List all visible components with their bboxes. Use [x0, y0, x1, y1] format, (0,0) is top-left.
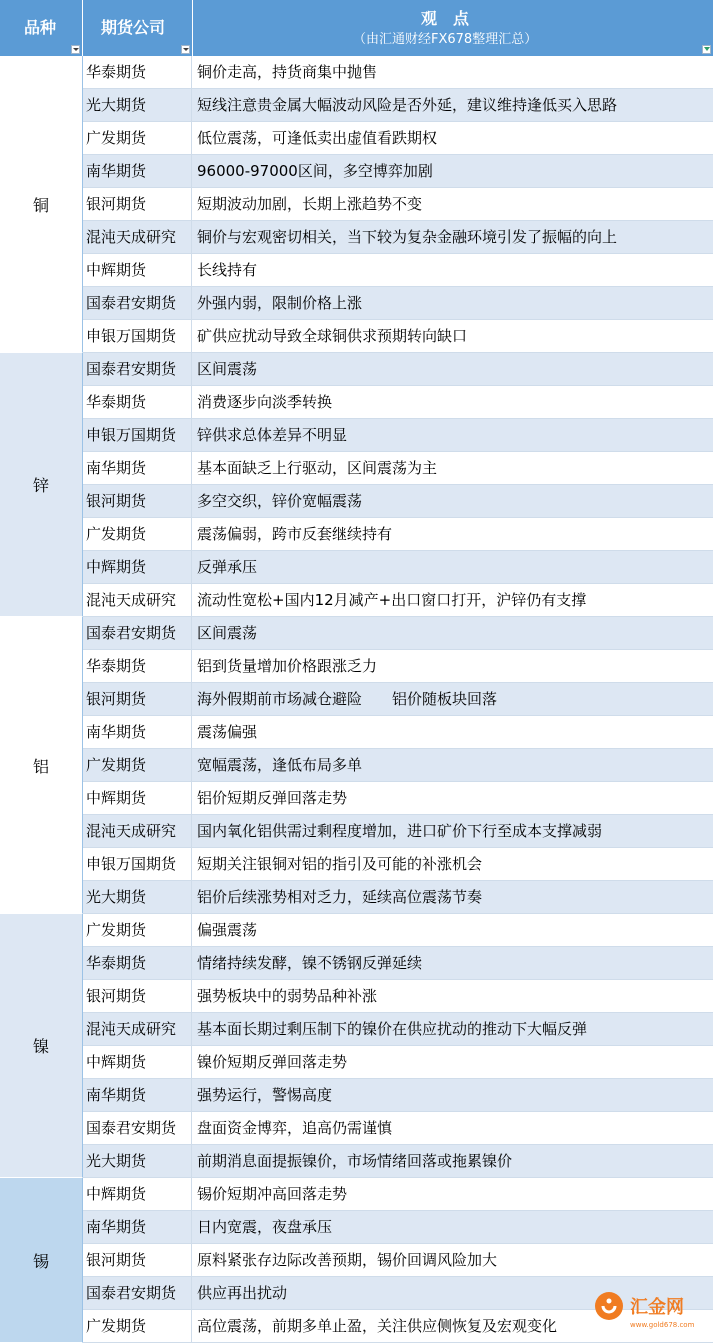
header-company[interactable]: [83, 0, 193, 56]
view-cell[interactable]: 情绪持续发酵，镍不锈钢反弹延续: [197, 954, 423, 972]
company-cell[interactable]: 申银万国期货: [83, 419, 192, 451]
table-row[interactable]: [83, 254, 713, 287]
view-cell[interactable]: 低位震荡，可逢低卖出虚值看跌期权: [197, 129, 438, 147]
table-row[interactable]: [83, 1112, 713, 1145]
company-cell[interactable]: 光大期货: [83, 89, 192, 121]
company-cell[interactable]: 中辉期货: [83, 551, 192, 583]
company-cell[interactable]: 混沌天成研究: [83, 584, 192, 616]
view-cell[interactable]: 区间震荡: [197, 360, 258, 378]
company-cell[interactable]: 中辉期货: [83, 1178, 192, 1210]
company-cell[interactable]: 华泰期货: [83, 56, 192, 88]
view-cell[interactable]: 强势板块中的弱势品种补涨: [197, 987, 378, 1005]
variety-cell: 锡: [0, 1178, 83, 1343]
header-view[interactable]: [193, 0, 713, 56]
view-cell[interactable]: 长线持有: [197, 261, 258, 279]
table-row[interactable]: [83, 1013, 713, 1046]
view-cell[interactable]: 铜价走高，持货商集中抛售: [197, 63, 378, 81]
variety-cell: 锌: [0, 353, 83, 617]
table-row[interactable]: [83, 485, 713, 518]
table-row[interactable]: [83, 1244, 713, 1277]
company-cell[interactable]: 中辉期货: [83, 254, 192, 286]
view-cell[interactable]: 镍价短期反弹回落走势: [197, 1053, 348, 1071]
variety-cell: 镍: [0, 914, 83, 1178]
company-cell[interactable]: 银河期货: [83, 683, 192, 715]
view-cell[interactable]: 锡价短期冲高回落走势: [197, 1185, 348, 1203]
view-cell[interactable]: 铝到货量增加价格跟涨乏力: [197, 657, 378, 675]
table-row[interactable]: [83, 749, 713, 782]
company-cell[interactable]: 光大期货: [83, 881, 192, 913]
table-row[interactable]: [83, 650, 713, 683]
watermark-url-text: www.gold678.com: [630, 1321, 695, 1329]
table-row[interactable]: [83, 848, 713, 881]
view-cell[interactable]: 区间震荡: [197, 624, 258, 642]
table-row[interactable]: [83, 1145, 713, 1178]
view-cell[interactable]: 铝价后续涨势相对乏力，延续高位震荡节奏: [197, 888, 483, 906]
logo-mark-icon: [595, 1292, 623, 1320]
table-row[interactable]: [83, 617, 713, 650]
company-cell[interactable]: 混沌天成研究: [83, 815, 192, 847]
view-cell[interactable]: 外强内弱，限制价格上涨: [197, 294, 363, 312]
table-row[interactable]: [83, 320, 713, 353]
company-cell[interactable]: 南华期货: [83, 1211, 192, 1243]
view-cell[interactable]: 铝价短期反弹回落走势: [197, 789, 348, 807]
view-cell[interactable]: 锌供求总体差异不明显: [197, 426, 348, 444]
company-cell[interactable]: 广发期货: [83, 122, 192, 154]
company-cell[interactable]: 申银万国期货: [83, 848, 192, 880]
company-cell[interactable]: 银河期货: [83, 1244, 192, 1276]
table-row[interactable]: [83, 947, 713, 980]
table-row[interactable]: [83, 386, 713, 419]
table-row[interactable]: [83, 353, 713, 386]
company-cell[interactable]: 南华期货: [83, 155, 192, 187]
view-cell[interactable]: 高位震荡，前期多单止盈，关注供应侧恢复及宏观变化: [197, 1317, 558, 1335]
table-row[interactable]: [83, 815, 713, 848]
table-row[interactable]: [83, 683, 713, 716]
view-cell[interactable]: 多空交织，锌价宽幅震荡: [197, 492, 363, 510]
company-cell[interactable]: 混沌天成研究: [83, 1013, 192, 1045]
header-view-title: 观 点: [421, 9, 470, 28]
company-cell[interactable]: 华泰期货: [83, 650, 192, 682]
table-row[interactable]: [83, 1178, 713, 1211]
header-view-subtitle: （由汇通财经FX678整理汇总）: [353, 32, 538, 47]
view-cell[interactable]: 96000-97000区间，多空博弈加剧: [197, 162, 433, 180]
view-cell[interactable]: 震荡偏弱，跨市反套继续持有: [197, 525, 393, 543]
watermark-brand-text: 汇金网: [630, 1297, 684, 1318]
company-cell[interactable]: 中辉期货: [83, 782, 192, 814]
header-variety-label: 品种: [24, 18, 57, 37]
table-row[interactable]: [83, 155, 713, 188]
company-cell[interactable]: 广发期货: [83, 1310, 192, 1342]
view-cell[interactable]: 日内宽震，夜盘承压: [197, 1218, 333, 1236]
table-row[interactable]: [83, 188, 713, 221]
table-row[interactable]: [83, 551, 713, 584]
watermark-logo: [592, 1282, 713, 1344]
view-cell[interactable]: 强势运行，警惕高度: [197, 1086, 333, 1104]
view-cell[interactable]: 消费逐步向淡季转换: [197, 393, 333, 411]
company-cell[interactable]: 中辉期货: [83, 1046, 192, 1078]
company-cell[interactable]: 国泰君安期货: [83, 1277, 192, 1309]
view-cell[interactable]: 偏强震荡: [197, 921, 258, 939]
view-cell[interactable]: 基本面缺乏上行驱动，区间震荡为主: [197, 459, 438, 477]
table-row[interactable]: [83, 419, 713, 452]
company-cell[interactable]: 混沌天成研究: [83, 221, 192, 253]
company-cell[interactable]: 银河期货: [83, 485, 192, 517]
view-cell[interactable]: 震荡偏强: [197, 723, 258, 741]
view-cell[interactable]: 供应再出扰动: [197, 1284, 288, 1302]
company-cell[interactable]: 银河期货: [83, 980, 192, 1012]
filter-active-icon[interactable]: [702, 45, 711, 54]
table-row[interactable]: [83, 584, 713, 617]
table-row[interactable]: [83, 782, 713, 815]
company-cell[interactable]: 广发期货: [83, 749, 192, 781]
table-row[interactable]: [83, 89, 713, 122]
company-cell[interactable]: 国泰君安期货: [83, 287, 192, 319]
company-cell[interactable]: 华泰期货: [83, 386, 192, 418]
company-cell[interactable]: 国泰君安期货: [83, 353, 192, 385]
view-cell[interactable]: 宽幅震荡，逢低布局多单: [197, 756, 363, 774]
variety-cell: 铜: [0, 56, 83, 353]
variety-cell: 铝: [0, 617, 83, 914]
view-cell[interactable]: 矿供应扰动导致全球铜供求预期转向缺口: [197, 327, 468, 345]
table-row[interactable]: [83, 1079, 713, 1112]
company-cell[interactable]: 银河期货: [83, 188, 192, 220]
view-cell[interactable]: 反弹承压: [197, 558, 258, 576]
table-row[interactable]: [83, 716, 713, 749]
table-row[interactable]: [83, 1211, 713, 1244]
view-cell[interactable]: 海外假期前市场减仓避险 铝价随板块回落: [197, 690, 498, 708]
view-cell[interactable]: 短期关注银铜对铝的指引及可能的补涨机会: [197, 855, 483, 873]
table-row[interactable]: [83, 518, 713, 551]
company-cell[interactable]: 广发期货: [83, 914, 192, 946]
table-row[interactable]: [83, 452, 713, 485]
header-variety[interactable]: [0, 0, 83, 56]
view-cell[interactable]: 国内氧化铝供需过剩程度增加，进口矿价下行至成本支撑减弱: [197, 822, 603, 840]
company-cell[interactable]: 南华期货: [83, 452, 192, 484]
company-cell[interactable]: 广发期货: [83, 518, 192, 550]
filter-dropdown-icon[interactable]: [181, 45, 190, 54]
table-row[interactable]: [83, 287, 713, 320]
company-cell[interactable]: 南华期货: [83, 716, 192, 748]
table-row[interactable]: [83, 980, 713, 1013]
view-cell[interactable]: 盘面资金博弈，追高仍需谨慎: [197, 1119, 393, 1137]
view-cell[interactable]: 短期波动加剧，长期上涨趋势不变: [197, 195, 423, 213]
table-row[interactable]: [83, 122, 713, 155]
company-cell[interactable]: 申银万国期货: [83, 320, 192, 352]
view-cell[interactable]: 铜价与宏观密切相关，当下较为复杂金融环境引发了振幅的向上: [197, 228, 618, 246]
company-cell[interactable]: 华泰期货: [83, 947, 192, 979]
company-cell[interactable]: 光大期货: [83, 1145, 192, 1177]
view-cell[interactable]: 基本面长期过剩压制下的镍价在供应扰动的推动下大幅反弹: [197, 1020, 588, 1038]
filter-dropdown-icon[interactable]: [71, 45, 80, 54]
table-row[interactable]: [83, 56, 713, 89]
table-row[interactable]: [83, 1046, 713, 1079]
company-cell[interactable]: 南华期货: [83, 1079, 192, 1111]
company-cell[interactable]: 国泰君安期货: [83, 1112, 192, 1144]
header-company-label: 期货公司: [101, 18, 166, 37]
view-cell[interactable]: 原料紧张存边际改善预期，锡价回调风险加大: [197, 1251, 498, 1269]
table-row[interactable]: [83, 914, 713, 947]
view-cell[interactable]: 前期消息面提振镍价，市场情绪回落或拖累镍价: [197, 1152, 513, 1170]
table-row[interactable]: [83, 221, 713, 254]
table-row[interactable]: [83, 881, 713, 914]
view-cell[interactable]: 短线注意贵金属大幅波动风险是否外延，建议维持逢低买入思路: [197, 96, 618, 114]
company-cell[interactable]: 国泰君安期货: [83, 617, 192, 649]
view-cell[interactable]: 流动性宽松+国内12月减产+出口窗口打开，沪锌仍有支撑: [197, 591, 587, 609]
